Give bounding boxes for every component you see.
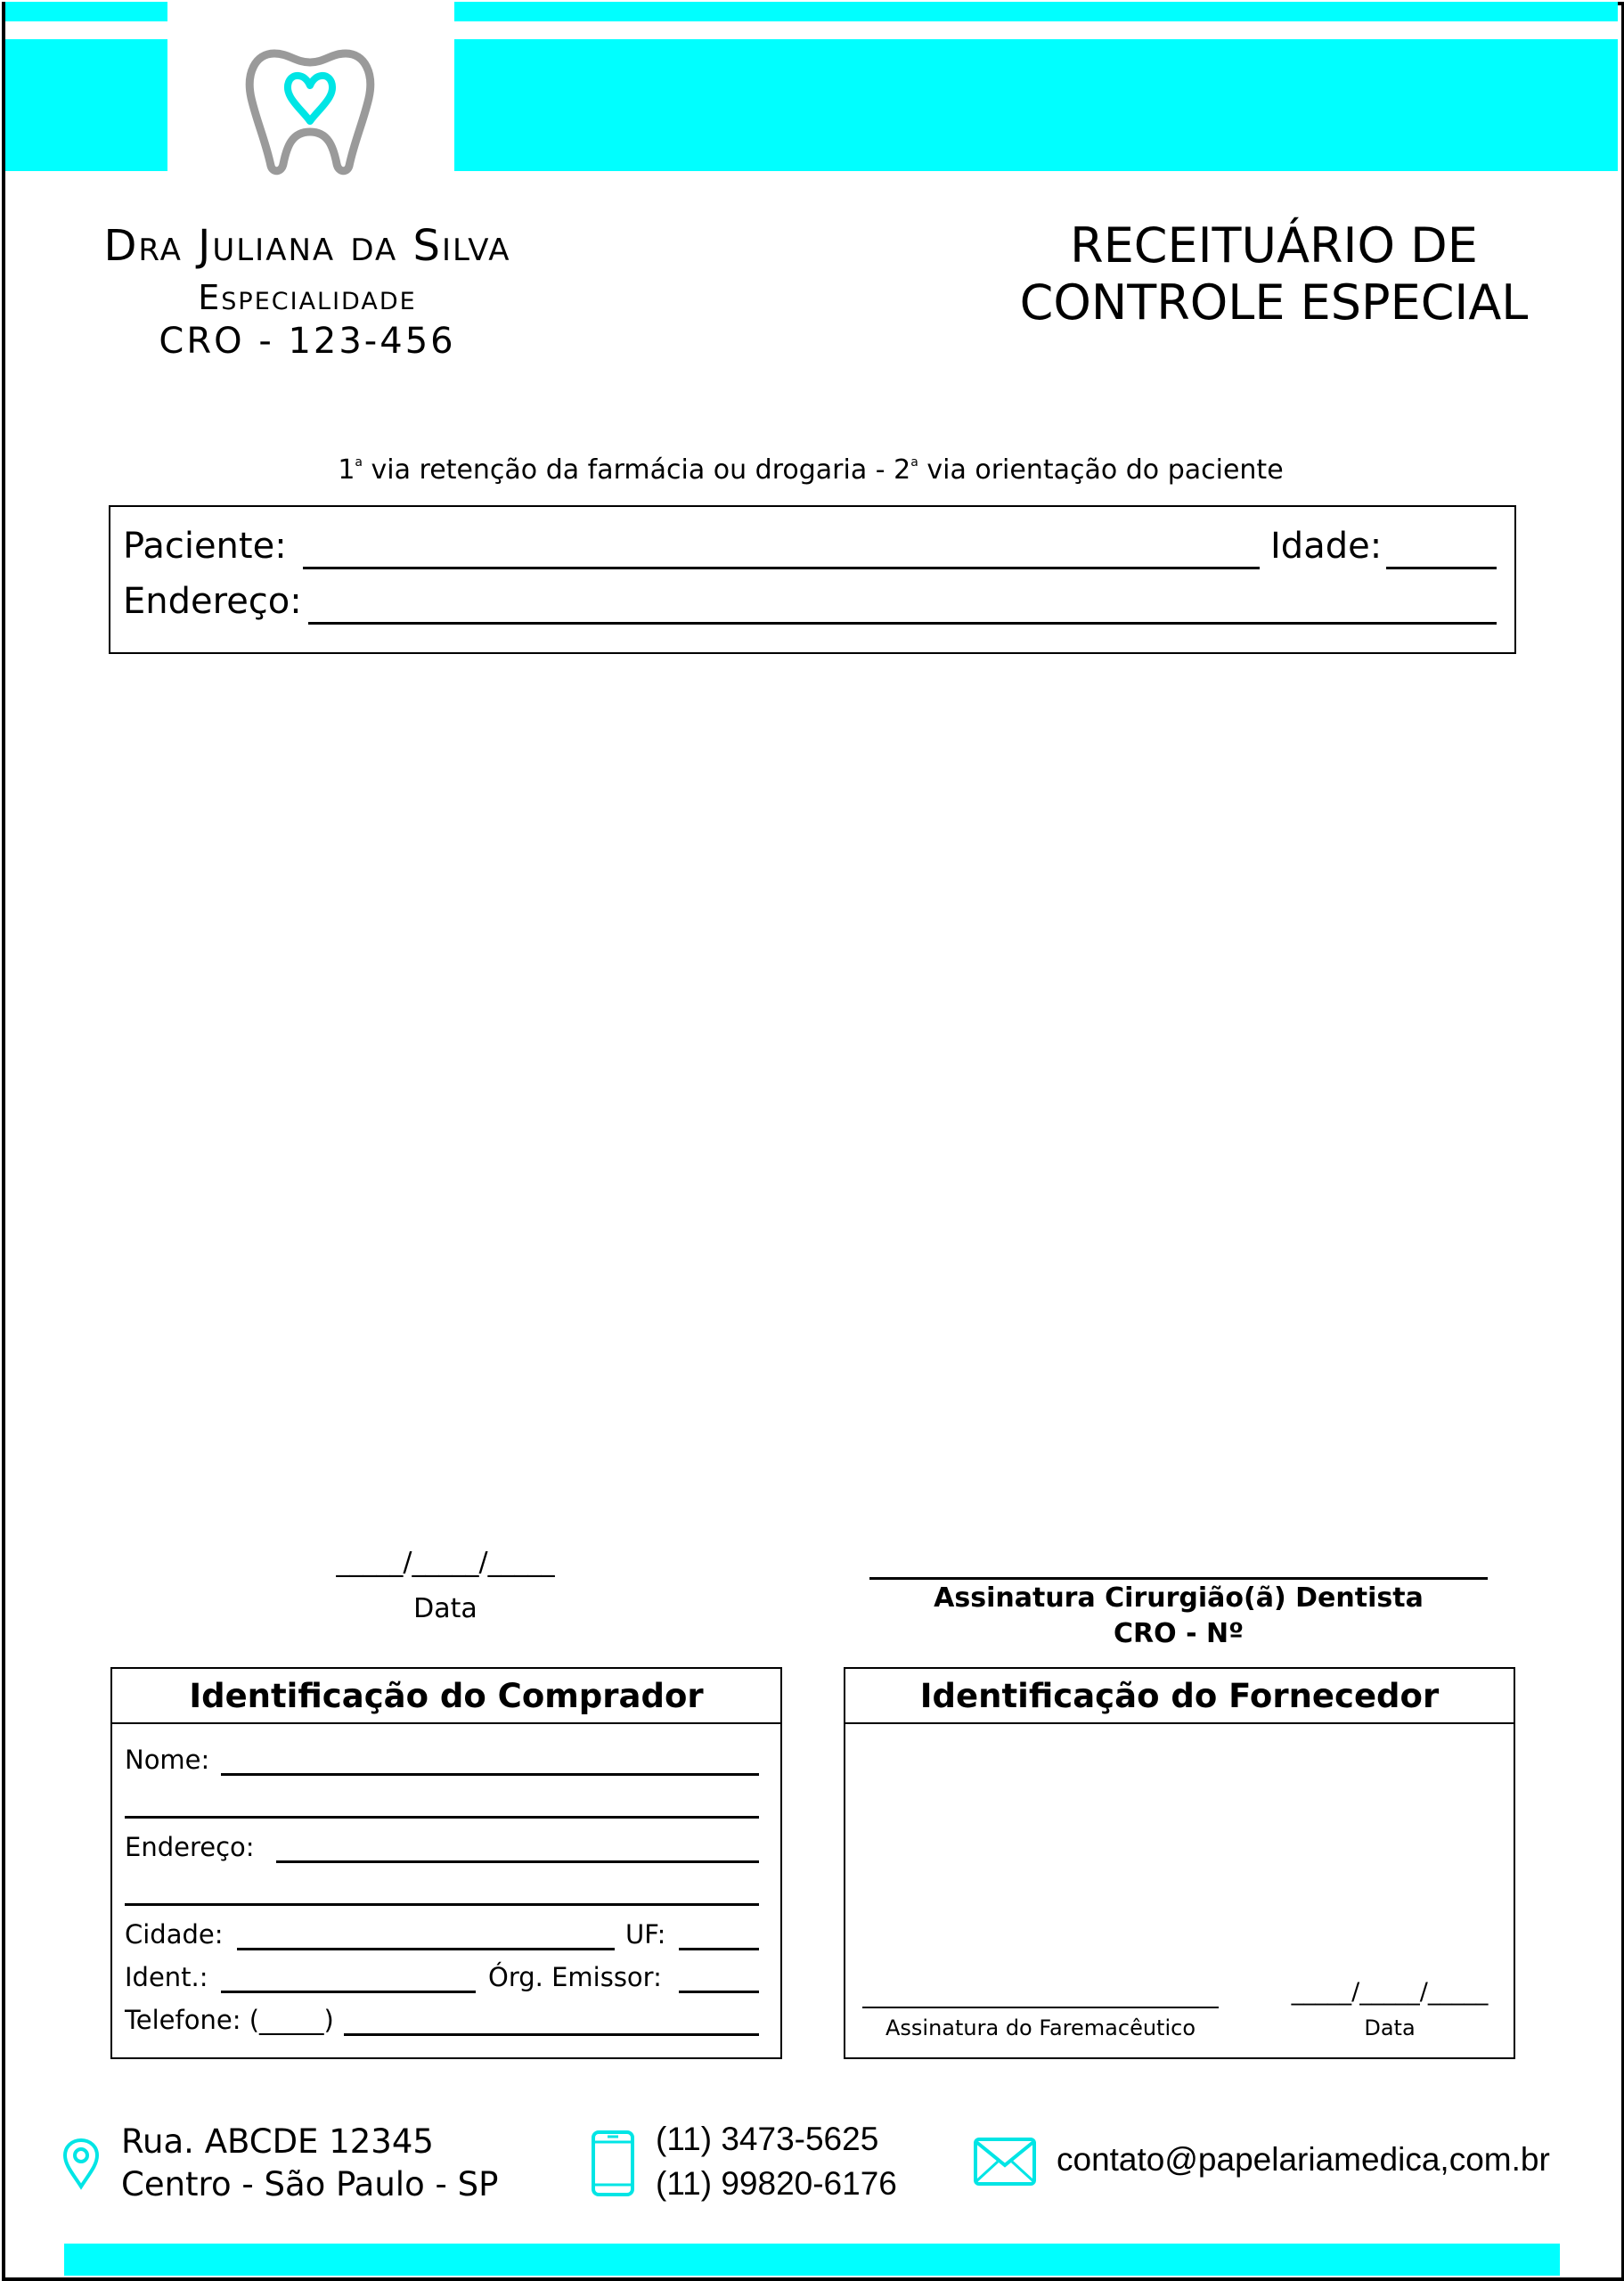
patient-field[interactable] bbox=[303, 567, 1260, 569]
via-text-3: via orientação do paciente bbox=[918, 454, 1284, 486]
address-field[interactable] bbox=[308, 622, 1497, 625]
patient-label: Paciente: bbox=[123, 526, 287, 567]
envelope-icon bbox=[973, 2137, 1037, 2187]
buyer-issuer-label: Órg. Emissor: bbox=[488, 1962, 662, 1992]
footer-address-line-1: Rua. ABCDE 12345 bbox=[121, 2122, 434, 2161]
supplier-date-label: Data bbox=[1364, 2015, 1416, 2040]
dentist-signature-line[interactable] bbox=[869, 1577, 1488, 1580]
footer-address bbox=[121, 2121, 498, 2206]
buyer-phone-field[interactable] bbox=[344, 2033, 759, 2036]
dentist-signature-label: Assinatura Cirurgião(ã) Dentista bbox=[934, 1582, 1424, 1614]
buyer-phone-label: Telefone: (_____) bbox=[125, 2005, 334, 2035]
buyer-uf-field[interactable] bbox=[679, 1948, 759, 1950]
footer-phones bbox=[656, 2117, 897, 2206]
buyer-address-field-2[interactable] bbox=[125, 1903, 759, 1906]
buyer-panel bbox=[110, 1667, 782, 2059]
buyer-address-field[interactable] bbox=[276, 1860, 759, 1863]
smartphone-icon bbox=[590, 2130, 636, 2197]
supplier-panel-title: Identificação do Fornecedor bbox=[845, 1669, 1514, 1724]
pharmacist-signature-label: Assinatura do Faremacêutico bbox=[885, 2015, 1196, 2040]
pharmacist-signature-line[interactable] bbox=[862, 2007, 1219, 2008]
location-pin-icon bbox=[61, 2137, 102, 2190]
buyer-city-label: Cidade: bbox=[125, 1919, 224, 1950]
buyer-id-label: Ident.: bbox=[125, 1962, 208, 1992]
buyer-address-label: Endereço: bbox=[125, 1832, 255, 1862]
age-field[interactable] bbox=[1386, 567, 1497, 569]
footer-phone-2: (11) 99820-6176 bbox=[656, 2165, 897, 2202]
title-line-1: RECEITUÁRIO DE bbox=[1070, 217, 1478, 274]
doctor-name: Dra Juliana da Silva bbox=[103, 221, 511, 271]
footer-email[interactable]: contato@papelariamedica,com.br bbox=[1057, 2141, 1550, 2178]
dentist-cro-label: CRO - Nº bbox=[1114, 1618, 1244, 1649]
tooth-logo-icon bbox=[239, 43, 381, 176]
footer-phone-1: (11) 3473-5625 bbox=[656, 2121, 879, 2157]
age-label: Idade: bbox=[1270, 526, 1383, 567]
footer-bar bbox=[64, 2244, 1560, 2276]
doctor-cro: CRO - 123-456 bbox=[159, 321, 456, 362]
buyer-panel-title: Identificação do Comprador bbox=[112, 1669, 780, 1724]
buyer-uf-label: UF: bbox=[625, 1919, 666, 1950]
supplier-date-field[interactable]: _____/_____/_____ bbox=[1291, 1978, 1489, 2006]
via-text-2: via retenção da farmácia ou drogaria - 2 bbox=[363, 454, 911, 486]
buyer-name-field-2[interactable] bbox=[125, 1816, 759, 1819]
via-sup-2: a bbox=[910, 455, 918, 470]
buyer-city-field[interactable] bbox=[237, 1948, 615, 1950]
via-sup-1: a bbox=[355, 455, 363, 470]
title-line-2: CONTROLE ESPECIAL bbox=[1019, 274, 1529, 331]
buyer-id-field[interactable] bbox=[221, 1991, 476, 1993]
copy-instructions bbox=[107, 454, 1514, 486]
doctor-specialty: Especialidade bbox=[198, 278, 417, 317]
prescription-date-field[interactable]: _____/_____/_____ bbox=[336, 1547, 555, 1578]
prescription-date-label: Data bbox=[413, 1593, 477, 1624]
buyer-name-label: Nome: bbox=[125, 1745, 210, 1775]
buyer-issuer-field[interactable] bbox=[679, 1991, 759, 1993]
via-text-1: 1 bbox=[338, 454, 355, 486]
buyer-name-field[interactable] bbox=[221, 1773, 759, 1776]
document-title bbox=[971, 217, 1577, 331]
footer-address-line-2: Centro - São Paulo - SP bbox=[121, 2165, 499, 2203]
address-label: Endereço: bbox=[123, 581, 302, 622]
